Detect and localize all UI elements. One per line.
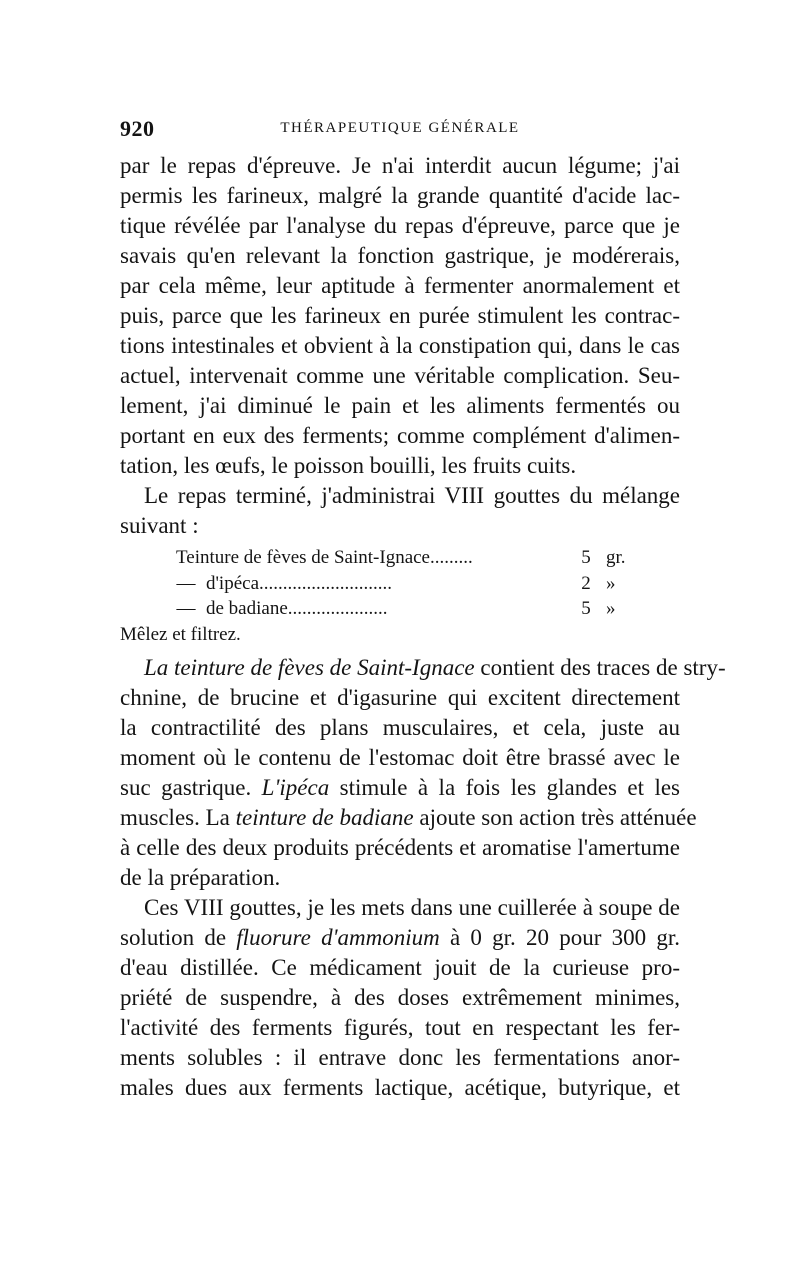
- text-line: l'activité des ferments figurés, tout en respectant les fer-: [120, 1015, 680, 1040]
- text-line: par cela même, leur aptitude à fermenter anormalement et: [120, 273, 680, 298]
- text-line: Le repas terminé, j'administrai VIII gouttes du mélange: [144, 483, 680, 508]
- text-line: Ces VIII gouttes, je les mets dans une cuillerée à soupe de: [144, 895, 680, 920]
- text-line: permis les farineux, malgré la grande quantité d'acide lac-: [120, 183, 680, 208]
- text-line: tation, les œufs, le poisson bouilli, les fruits cuits.: [120, 453, 577, 478]
- italic-term: L'ipéca: [261, 775, 330, 800]
- recipe-item: [176, 597, 676, 621]
- text-line: tions intestinales et obvient à la constipation qui, dans le cas: [120, 333, 680, 358]
- recipe-unit: gr.: [606, 547, 626, 568]
- ditto-dash: —: [176, 598, 196, 619]
- text-line: priété de suspendre, à des doses extrêmement minimes,: [120, 985, 680, 1010]
- ditto-dash: —: [176, 573, 196, 594]
- recipe-item: [176, 572, 676, 596]
- running-title: THÉRAPEUTIQUE GÉNÉRALE: [280, 120, 520, 136]
- text-line: chnine, de brucine et d'igasurine qui excitent directement: [120, 685, 680, 710]
- text-line: à celle des deux produits précédents et aromatise l'amertume: [120, 835, 680, 860]
- text-line: de la préparation.: [120, 865, 281, 890]
- text-line: lement, j'ai diminué le pain et les aliments fermentés ou: [120, 393, 680, 418]
- text-line: la contractilité des plans musculaires, et cela, juste au: [120, 715, 680, 740]
- text-line: ments solubles : il entrave donc les fermentations anor-: [120, 1045, 680, 1070]
- text-line: actuel, intervenait comme une véritable complication. Seu-: [120, 363, 680, 388]
- recipe-ingredient: de badiane.....................: [206, 598, 388, 619]
- recipe-unit: »: [606, 573, 616, 594]
- text-line: portant en eux des ferments; comme complément d'alimen-: [120, 423, 680, 448]
- recipe-item: [176, 546, 676, 570]
- text-line: males dues aux ferments lactique, acétique, butyrique, et: [120, 1075, 680, 1100]
- text-line: suc gastrique. L'ipéca stimule à la fois les glandes et les: [120, 775, 680, 800]
- text-line: puis, parce que les farineux en purée stimulent les contrac-: [120, 303, 680, 328]
- recipe-quantity: 5: [581, 598, 591, 619]
- text-line: savais qu'en relevant la fonction gastrique, je modérerais,: [120, 243, 680, 268]
- recipe-ingredient: Teinture de fèves de Saint-Ignace.........: [176, 547, 473, 568]
- text-line: solution de fluorure d'ammonium à 0 gr. 20 pour 300 gr.: [120, 925, 680, 950]
- page-number: 920: [120, 116, 155, 141]
- text-line: moment où le contenu de l'estomac doit être brassé avec le: [120, 745, 680, 770]
- italic-term: fluorure d'ammonium: [236, 925, 440, 950]
- text-line: suivant :: [120, 513, 199, 538]
- recipe-quantity: 2: [581, 573, 591, 594]
- recipe-instruction: Mêlez et filtrez.: [120, 624, 241, 645]
- page-header: [120, 116, 680, 140]
- italic-term: teinture de badiane: [235, 805, 414, 830]
- text-line: La teinture de fèves de Saint-Ignace contient des traces de stry-: [144, 655, 726, 680]
- recipe-quantity: 5: [581, 547, 591, 568]
- recipe-ingredient: d'ipéca............................: [206, 573, 393, 594]
- italic-term: La teinture de fèves de Saint-Ignace: [144, 655, 475, 680]
- text-line: par le repas d'épreuve. Je n'ai interdit aucun légume; j'ai: [120, 153, 680, 178]
- text-line: d'eau distillée. Ce médicament jouit de la curieuse pro-: [120, 955, 680, 980]
- recipe-unit: »: [606, 598, 616, 619]
- text-line: muscles. La teinture de badiane ajoute son action très atténuée: [120, 805, 697, 830]
- text-line: tique révélée par l'analyse du repas d'épreuve, parce que je: [120, 213, 680, 238]
